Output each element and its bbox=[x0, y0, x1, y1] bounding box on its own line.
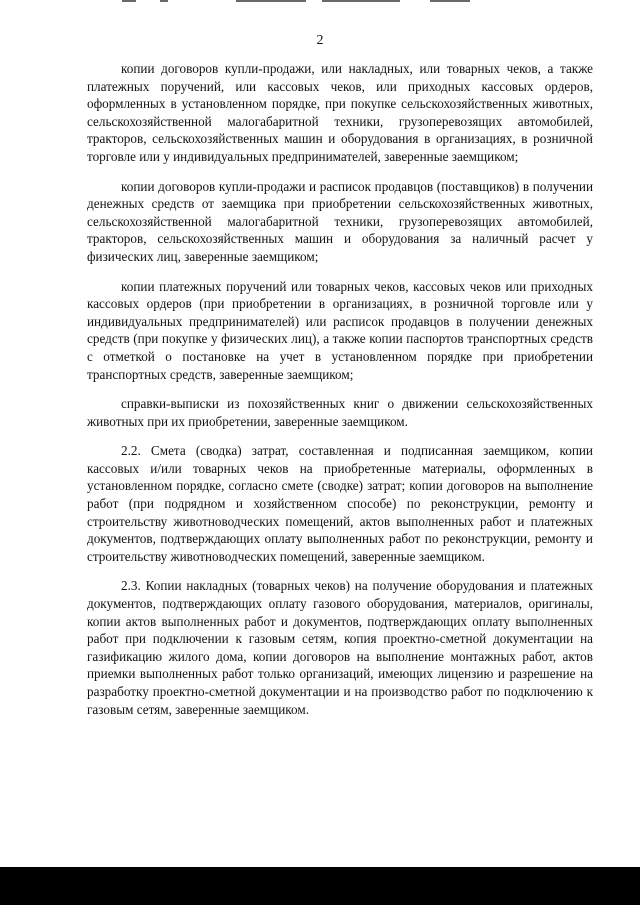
document-body bbox=[87, 60, 593, 729]
paragraph-section-2-2: 2.2. Смета (сводка) затрат, составленная и подписанная заемщиком, копии кассовых и/или товарных чеков на приобретенные материалы, оформленных в установленном порядке, согласно смете (сводке) затрат; копии договоров на выполнение работ (при подрядном и хозяйственном способе) по реконструкции, ремонту и строительству животноводческих помещений, актов выполненных работ и платежных документов, подтверждающих оплату выполненных работ по реконструкции, ремонту и строительству животноводческих помещений, заверенные заемщиком. bbox=[87, 443, 593, 564]
paragraph-household-extracts: справки-выписки из похозяйственных книг о движении сельскохозяйственных животных при их приобретении, заверенные заемщиком. bbox=[87, 396, 593, 429]
page-number: 2 bbox=[316, 33, 324, 48]
paragraph-section-2-3: 2.3. Копии накладных (товарных чеков) на получение оборудования и платежных документов, подтверждающих оплату газового оборудования, материалов, оригиналы, копии актов выполненных работ и документов, подтверждающих оплату выполненных работ при подключении к газовым сетям, копия проектно-сметной документации на газификацию жилого дома, копии договоров на выполнение монтажных работ, актов приемки выполненных работ только организаций, имеющих лицензию и разрешение на разработку проектно-сметной документации и на производство работ по подключению к газовым сетям, заверенные заемщиком. bbox=[87, 578, 593, 717]
paragraph-payment-orders: копии платежных поручений или товарных чеков, кассовых чеков или приходных кассовых ордеров (при приобретении в организациях, в розничной торговле или у индивидуальных предпринимателей) или расписок продавцов в получении денежных средств (при покупке у физических лиц), а также копии паспортов транспортных средств с отметкой о постановке на учет в установленном порядке при приобретении транспортных средств, заверенные заемщиком; bbox=[87, 278, 593, 382]
scan-artifact-top bbox=[0, 0, 640, 4]
paragraph-contracts-receipts: копии договоров купли-продажи и расписок продавцов (поставщиков) в получении денежных средств от заемщика при приобретении сельскохозяйственных животных, сельскохозяйственной малогабаритной техники, грузоперевозящих автомобилей, тракторов, сельскохозяйственных машин и оборудования за наличный расчет у физических лиц, заверенные заемщиком; bbox=[87, 178, 593, 264]
scan-artifact-bottom bbox=[0, 867, 640, 905]
paragraph-contracts-purchase: копии договоров купли-продажи, или накладных, или товарных чеков, а также платежных поручений, или кассовых чеков, или приходных кассовых ордеров, оформленных в установленном порядке, при покупке сельскохозяйственных животных, сельскохозяйственной малогабаритной техники, грузоперевозящих автомобилей, тракторов, сельскохозяйственных машин и оборудования в организациях, в розничной торговле или у индивидуальных предпринимателей, заверенные заемщиком; bbox=[87, 61, 593, 164]
